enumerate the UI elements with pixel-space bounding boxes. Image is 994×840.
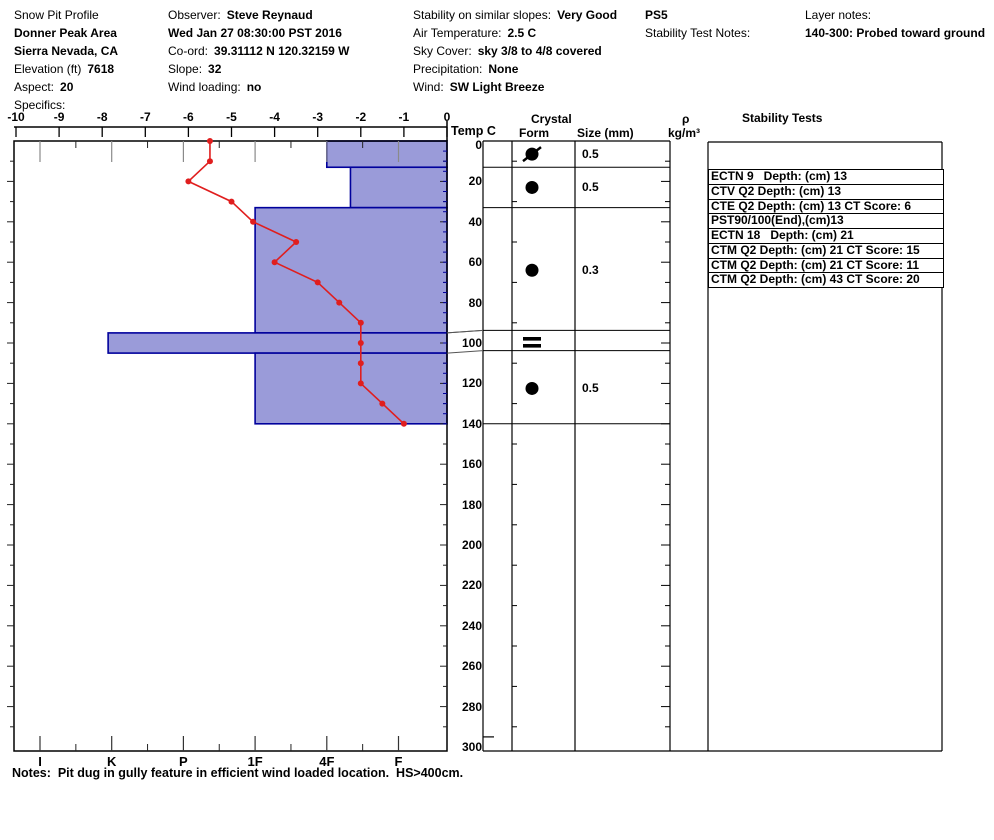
header-label: Observer: (168, 8, 221, 22)
header-col3-line4 (413, 60, 518, 78)
grain-size-value: 0.3 (582, 263, 599, 278)
stability-test-row: CTV Q2 Depth: (cm) 13 (708, 184, 944, 200)
temp-tick-label: 0 (443, 110, 451, 124)
depth-tick-label: 280 (461, 699, 482, 714)
temp-tick-label: -10 (7, 110, 25, 124)
hardness-label-1F: 1F (247, 754, 263, 769)
hardness-bar-layer-5 (255, 353, 447, 424)
depth-tick-label: 140 (461, 416, 482, 431)
crystal-symbol-circle (526, 181, 539, 194)
header-col4-line2 (645, 24, 750, 42)
crystal-symbol-circle (526, 264, 539, 277)
header-col2-line2 (168, 24, 342, 42)
header-value: 32 (208, 62, 222, 76)
header-label: Stability Test Notes: (645, 26, 751, 40)
depth-tick-label: 300 (461, 740, 482, 754)
hardness-bar-layer-4 (108, 333, 447, 353)
stability-tests-header: Stability Tests (742, 111, 823, 125)
header-value: Donner Peak Area (14, 26, 117, 40)
header-value: SW Light Breeze (449, 80, 545, 94)
temperature-point-11 (358, 360, 364, 366)
header-value: 39.31112 N 120.32159 W (214, 44, 350, 58)
temperature-point-12 (358, 380, 364, 386)
header-value: Wed Jan 27 08:30:00 PST 2016 (168, 26, 342, 40)
header-label: Wind loading: (168, 80, 241, 94)
stability-test-row: ECTN 9 Depth: (cm) 13 (708, 169, 944, 185)
crystal-symbol-double-bar (523, 337, 541, 348)
header-col4-line1 (645, 6, 668, 24)
header-label: Slope: (168, 62, 203, 76)
temperature-point-1 (207, 158, 213, 164)
depth-tick-label: 100 (461, 336, 482, 350)
header-value: None (488, 62, 519, 76)
header-label: Precipitation: (413, 62, 483, 76)
header-col3-line5 (413, 78, 544, 96)
temperature-point-4 (250, 219, 256, 225)
temperature-point-7 (315, 279, 321, 285)
temp-tick-label: -8 (96, 110, 108, 124)
header-value: Very Good (557, 8, 618, 22)
pit-notes: Notes: Pit dug in gully feature in efficient wind loaded location. HS>400cm. (12, 766, 464, 780)
depth-tick-label: 60 (468, 255, 482, 270)
temperature-point-10 (358, 340, 364, 346)
stability-test-row: CTM Q2 Depth: (cm) 43 CT Score: 20 (708, 272, 944, 288)
header-col2-line3 (168, 42, 349, 60)
header-value: no (246, 80, 262, 94)
temperature-point-13 (379, 401, 385, 407)
temperature-point-2 (185, 178, 191, 184)
temp-axis-unit-label: Temp C (451, 124, 496, 138)
crystal-column-header: Crystal (531, 112, 572, 126)
temp-tick-label: -2 (355, 110, 367, 124)
header-label: Stability on similar slopes: (413, 8, 552, 22)
form-column-header: Form (519, 126, 549, 140)
header-col2-line5 (168, 78, 261, 96)
depth-tick-label: 80 (468, 295, 482, 310)
size-column-header: Size (mm) (577, 126, 634, 140)
header-label: Air Temperature: (413, 26, 502, 40)
hardness-label-I: I (38, 754, 42, 769)
temp-tick-label: -9 (53, 110, 65, 124)
header-value: 20 (60, 80, 74, 94)
temperature-point-6 (272, 259, 278, 265)
header-value: PS5 (645, 8, 668, 22)
stability-test-row: PST90/100(End),(cm)13 (708, 213, 944, 229)
temp-tick-label: -6 (183, 110, 194, 124)
depth-tick-label: 180 (461, 497, 482, 512)
density-unit-header: kg/m³ (668, 126, 701, 140)
temperature-point-5 (293, 239, 299, 245)
header-col1-line5 (14, 78, 73, 96)
stability-test-row: CTE Q2 Depth: (cm) 13 CT Score: 6 (708, 199, 944, 215)
header-value: 140-300: Probed toward ground (805, 26, 986, 40)
header-label: Snow Pit Profile (14, 8, 99, 22)
temp-tick-label: -7 (139, 110, 151, 124)
depth-tick-label: 200 (461, 538, 482, 552)
header-value: 2.5 C (507, 26, 537, 40)
grain-size-value: 0.5 (582, 147, 599, 162)
header-label: Sky Cover: (413, 44, 472, 58)
hardness-label-K: K (106, 754, 117, 769)
header-value: 7618 (87, 62, 115, 76)
header-label: Specifics: (14, 98, 66, 112)
header-col1-line4 (14, 60, 114, 78)
header-col2-line4 (168, 60, 221, 78)
header-label: Layer notes: (805, 8, 872, 22)
temp-tick-label: -3 (312, 110, 324, 124)
hardness-label-4F: 4F (319, 754, 335, 769)
header-col5-line2 (805, 24, 985, 42)
stability-test-row: CTM Q2 Depth: (cm) 21 CT Score: 15 (708, 243, 944, 259)
header-col1-line1 (14, 6, 99, 24)
crystal-symbol-circle-slash (523, 147, 541, 161)
stability-test-row: CTM Q2 Depth: (cm) 21 CT Score: 11 (708, 258, 944, 274)
header-value: sky 3/8 to 4/8 covered (477, 44, 602, 58)
header-col3-line2 (413, 24, 536, 42)
temperature-point-8 (336, 300, 342, 306)
crystal-symbol-circle (526, 382, 539, 395)
hardness-label-P: P (179, 754, 188, 769)
header-value: Sierra Nevada, CA (14, 44, 119, 58)
depth-tick-label: 20 (468, 174, 482, 189)
depth-tick-label: 160 (461, 457, 482, 472)
header-col2-line1 (168, 6, 313, 24)
temperature-point-0 (207, 138, 213, 144)
header-col1-line3 (14, 42, 118, 60)
density-symbol-header: ρ (682, 112, 690, 126)
grain-size-value: 0.5 (582, 381, 599, 396)
header-value: Steve Reynaud (226, 8, 313, 22)
depth-tick-label: 0 (475, 138, 482, 152)
temp-tick-label: -5 (226, 110, 237, 124)
stability-test-row: ECTN 18 Depth: (cm) 21 (708, 228, 944, 244)
header-col5-line1 (805, 6, 871, 24)
header-label: Co-ord: (168, 44, 209, 58)
header-col3-line1 (413, 6, 617, 24)
header-col1-line2 (14, 24, 117, 42)
header-label: Wind: (413, 80, 444, 94)
temp-tick-label: -4 (269, 110, 280, 124)
hardness-label-F: F (394, 754, 403, 769)
hardness-bars (108, 141, 447, 424)
temp-tick-label: -1 (398, 110, 410, 124)
temperature-point-14 (401, 421, 407, 427)
depth-tick-label: 240 (461, 618, 482, 633)
crystal-form-symbols (523, 147, 541, 395)
header-label: Aspect: (14, 80, 55, 94)
temperature-point-9 (358, 320, 364, 326)
depth-tick-label: 40 (468, 214, 482, 229)
depth-tick-label: 260 (461, 659, 482, 674)
grain-size-value: 0.5 (582, 180, 599, 195)
hardness-bar-layer-2 (350, 167, 447, 207)
temperature-point-3 (229, 199, 235, 205)
hardness-bar-layer-1 (327, 141, 447, 167)
header-col3-line3 (413, 42, 602, 60)
header-label: Elevation (ft) (14, 62, 82, 76)
depth-tick-label: 120 (461, 376, 482, 391)
depth-tick-label: 220 (461, 578, 482, 593)
